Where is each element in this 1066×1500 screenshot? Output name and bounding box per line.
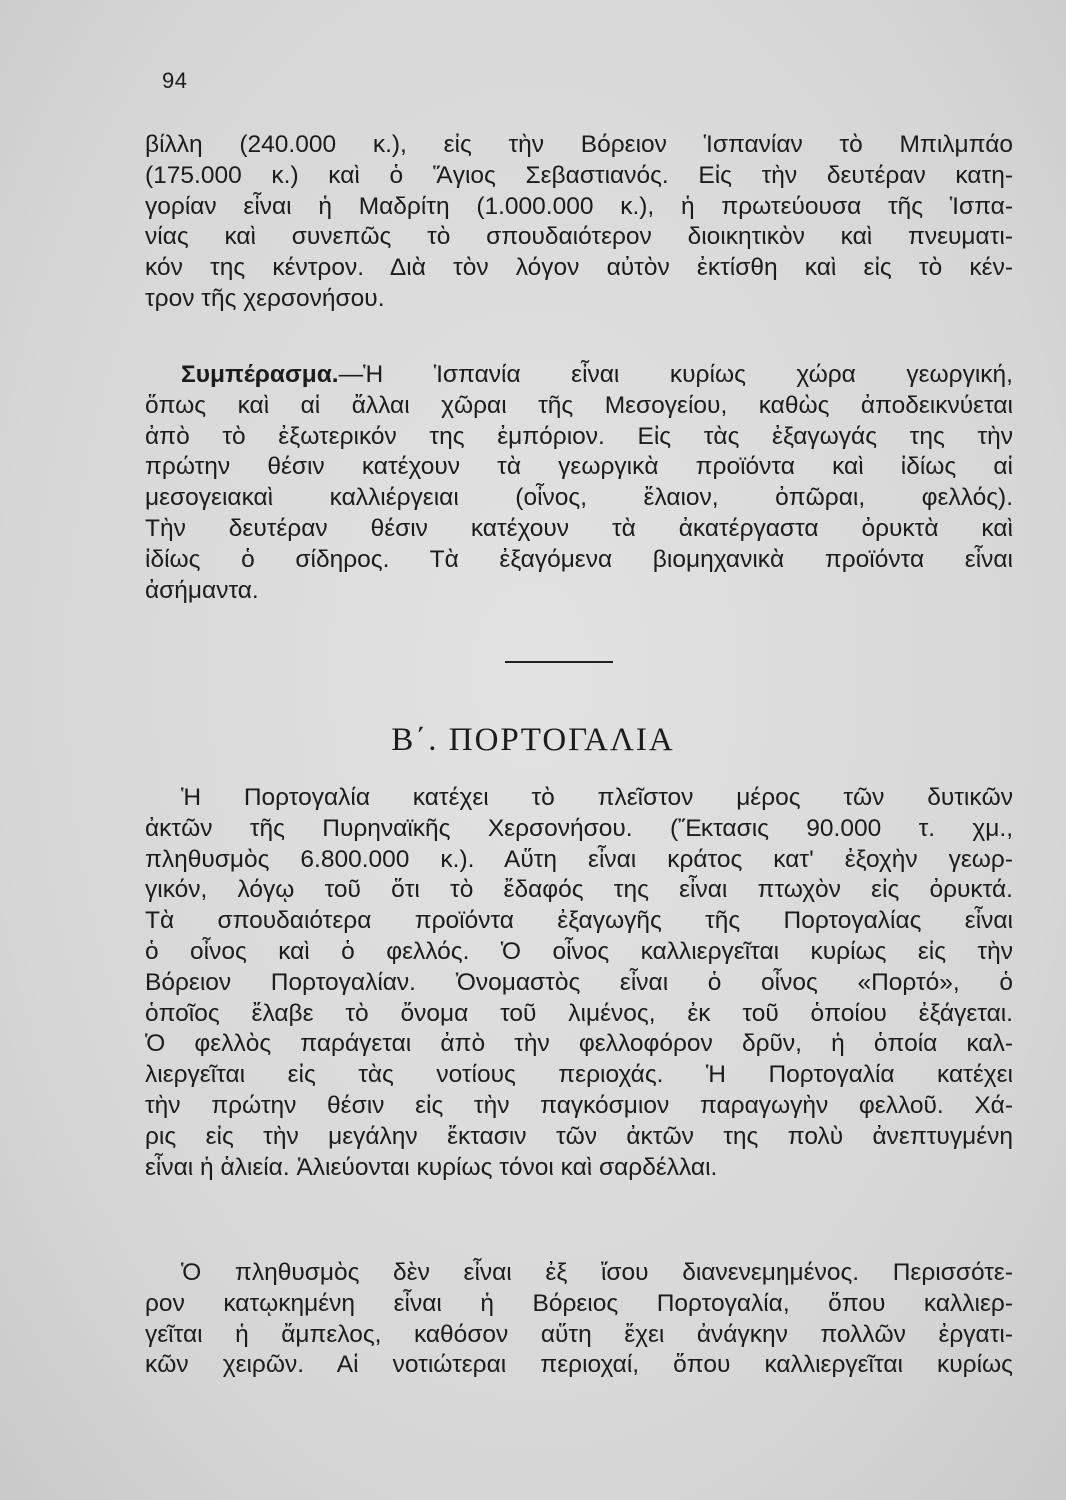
text-line: κόν της κέντρον. Διὰ τὸν λόγον αὐτὸν ἐκτίσθη καὶ εἰς τὸ κέν- (145, 254, 1013, 282)
paragraph-portugal-intro (145, 783, 1013, 1183)
text-line: ἀπὸ τὸ ἐξωτερικόν της ἐμπόριον. Εἰς τὰς ἐξαγωγάς της τὴν (145, 422, 1013, 450)
text-line: Ἡ Πορτογαλία κατέχει τὸ πλεῖστον μέρος τῶν δυτικῶν (181, 784, 1013, 811)
paragraph-spain-cities (145, 130, 1013, 315)
section-title: Β΄. ΠΟΡΤΟΓΑΛΙΑ (391, 722, 675, 758)
text-line: ρις εἰς τὴν μεγάλην ἔκτασιν τῶν ἀκτῶν της πολὺ ἀνεπτυγμένη (145, 1122, 1013, 1150)
text-line: κῶν χειρῶν. Αἱ νοτιώτεραι περιοχαί, ὅπου καλλιεργεῖται κυρίως (145, 1351, 1013, 1379)
text-line: πληθυσμὸς 6.800.000 κ.). Αὕτη εἶναι κράτος κατ' ἐξοχὴν γεωρ- (145, 845, 1013, 873)
text-line: τρον τῆς χερσονήσου. (145, 284, 385, 312)
text-line: Ὁ φελλὸς παράγεται ἀπὸ τὴν φελλοφόρον δρῦν, ἡ ὁποία καλ- (145, 1030, 1013, 1058)
text-line: πρώτην θέσιν κατέχουν τὰ γεωργικὰ προϊόντα καὶ ἰδίως αἱ (145, 453, 1013, 481)
run-in-heading: Συμπέρασμα. (181, 361, 339, 388)
text-span: —Ἡ Ἱσπανία εἶναι κυρίως χώρα γεωργική, (338, 361, 1013, 388)
text-line: νίας καὶ συνεπῶς τὸ σπουδαιότερον διοικητικὸν καὶ πνευματι- (145, 223, 1013, 251)
text-line: τὴν πρώτην θέσιν εἰς τὴν παγκόσμιον παραγωγὴν φελλοῦ. Χά- (145, 1091, 1013, 1119)
section-divider (505, 661, 613, 663)
text-line: Τὰ σπουδαιότερα προϊόντα ἐξαγωγῆς τῆς Πορτογαλίας εἶναι (145, 907, 1013, 935)
text-line: γικόν, λόγῳ τοῦ ὅτι τὸ ἔδαφός της εἶναι πτωχὸν εἰς ὀρυκτά. (145, 876, 1013, 904)
text-line: λιεργεῖται εἰς τὰς νοτίους περιοχάς. Ἡ Πορτογαλία κατέχει (145, 1061, 1013, 1089)
text-line: ἰδίως ὁ σίδηρος. Τὰ ἐξαγόμενα βιομηχανικὰ προϊόντα εἶναι (145, 545, 1013, 573)
text-line: ὅπως καὶ αἱ ἄλλαι χῶραι τῆς Μεσογείου, καθὼς ἀποδεικνύεται (145, 391, 1013, 419)
text-line: ἀσήμαντα. (145, 576, 259, 604)
text-line: (175.000 κ.) καὶ ὁ Ἅγιος Σεβαστιανός. Εἰς τὴν δευτέραν κατη- (145, 161, 1013, 189)
text-line (145, 360, 1013, 391)
paragraph-spain-conclusion (145, 360, 1013, 606)
text-line: ἀκτῶν τῆς Πυρηναϊκῆς Χερσονήσου. (Ἔκτασις 90.000 τ. χμ., (145, 814, 1013, 842)
text-line: ὁποῖος ἔλαβε τὸ ὄνομα τοῦ λιμένος, ἐκ τοῦ ὁποίου ἐξάγεται. (145, 999, 1013, 1027)
text-line: εἶναι ἡ ἁλιεία. Ἁλιεύονται κυρίως τόνοι καὶ σαρδέλλαι. (145, 1153, 718, 1181)
paragraph-portugal-population (145, 1258, 1013, 1381)
text-line: Βόρειον Πορτογαλίαν. Ὀνομαστὸς εἶναι ὁ οἶνος «Πορτό», ὁ (145, 968, 1013, 996)
text-line: βίλλη (240.000 κ.), εἰς τὴν Βόρειον Ἱσπανίαν τὸ Μπιλμπάο (145, 131, 1013, 158)
text-line: μεσογειακαὶ καλλιέργειαι (οἶνος, ἔλαιον, ὀπῶραι, φελλός). (145, 484, 1013, 512)
page-number: 94 (162, 68, 188, 93)
text-line: γορίαν εἶναι ἡ Μαδρίτη (1.000.000 κ.), ἡ πρωτεύουσα τῆς Ἱσπα- (145, 192, 1013, 220)
text-line: Ὁ πληθυσμὸς δὲν εἶναι ἐξ ἴσου διανενεμημένος. Περισσότε- (181, 1259, 1013, 1286)
text-line: γεῖται ἡ ἄμπελος, καθόσον αὕτη ἔχει ἀνάγκην πολλῶν ἐργατι- (145, 1320, 1013, 1348)
text-line: Τὴν δευτέραν θέσιν κατέχουν τὰ ἀκατέργαστα ὀρυκτὰ καὶ (145, 514, 1013, 542)
text-line: ὁ οἶνος καὶ ὁ φελλός. Ὁ οἶνος καλλιεργεῖται κυρίως εἰς τὴν (145, 937, 1013, 965)
text-line: ρον κατῳκημένη εἶναι ἡ Βόρειος Πορτογαλία, ὅπου καλλιερ- (145, 1289, 1013, 1317)
